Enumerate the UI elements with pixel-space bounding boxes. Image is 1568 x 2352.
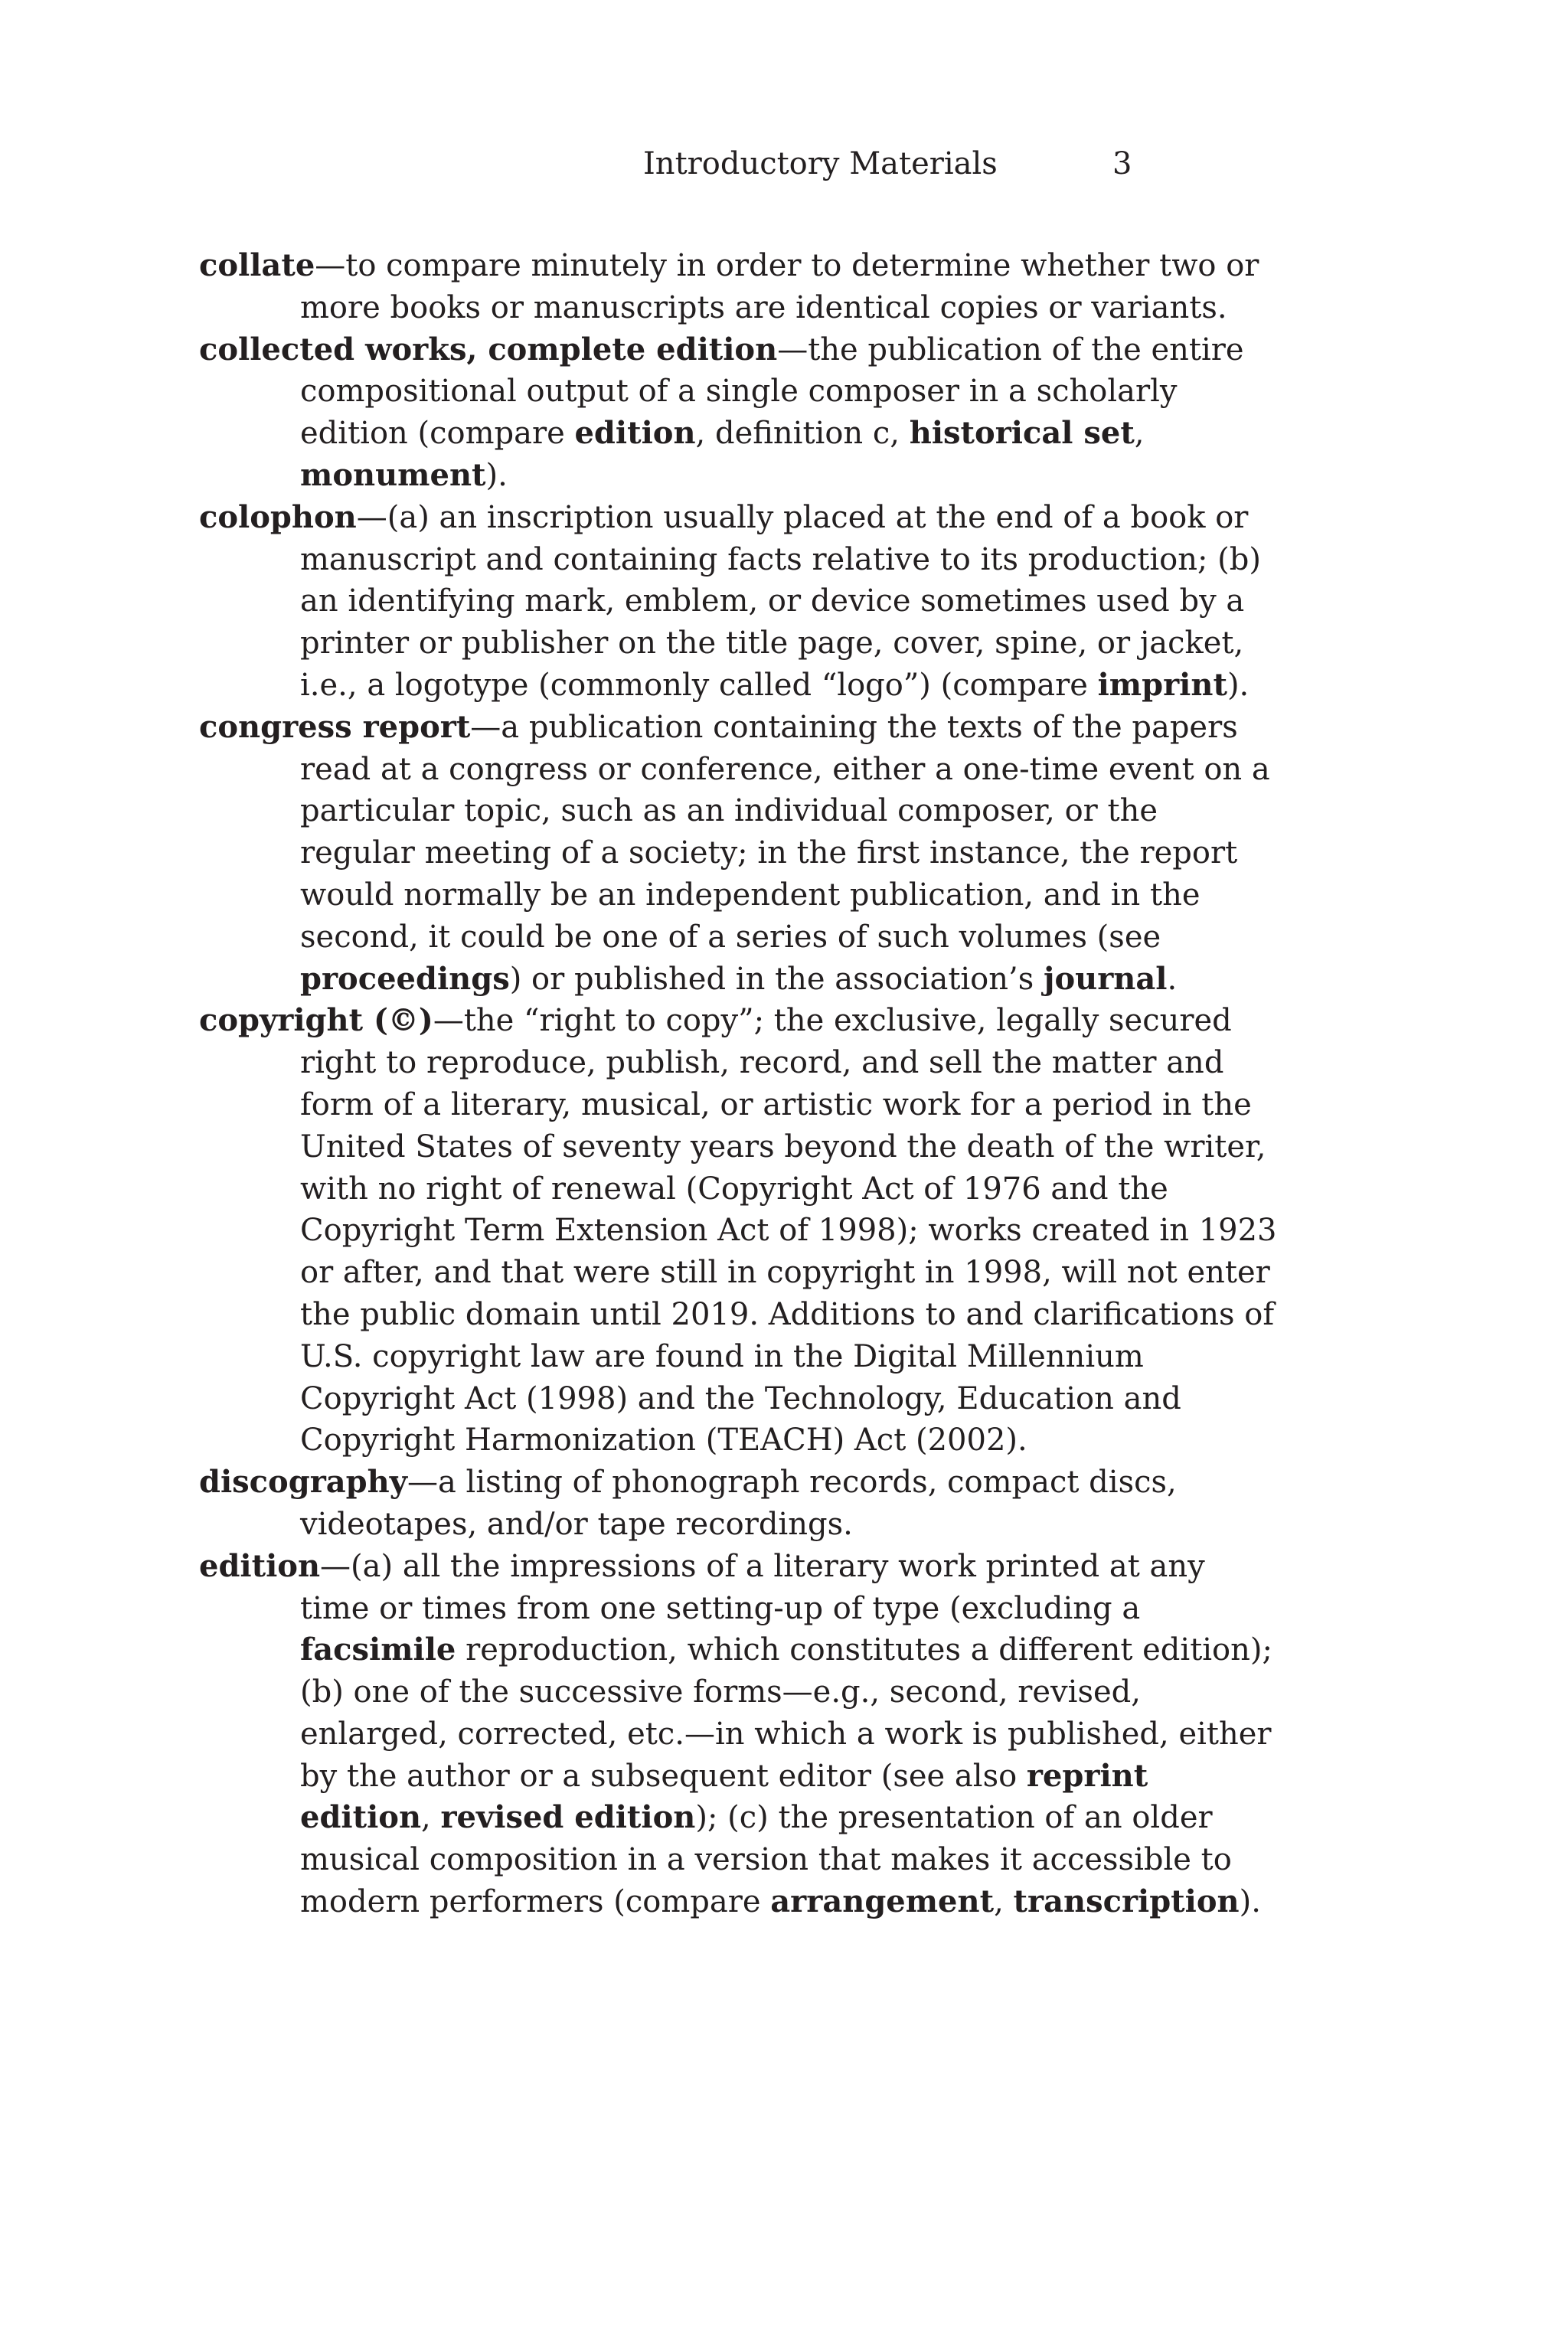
definition-text: , definition c, bbox=[695, 416, 910, 452]
cross-reference-term: facsimile bbox=[300, 1632, 456, 1668]
definition-text: , bbox=[421, 1800, 441, 1836]
glossary-entry bbox=[199, 497, 1279, 707]
cross-reference-term: imprint bbox=[1097, 666, 1227, 703]
glossary-entry bbox=[199, 245, 1279, 329]
page-number: 3 bbox=[1112, 146, 1132, 181]
running-head-title: Introductory Materials bbox=[643, 146, 998, 181]
glossary-entry bbox=[199, 1546, 1279, 1923]
definition-text: ). bbox=[1239, 1884, 1261, 1920]
definition-text: ). bbox=[1227, 667, 1250, 703]
glossary-list bbox=[199, 245, 1279, 1923]
glossary-entry bbox=[199, 1000, 1279, 1462]
cross-reference-term: arrangement bbox=[770, 1883, 995, 1920]
definition-text: , bbox=[994, 1884, 1014, 1920]
em-dash: — bbox=[470, 709, 501, 745]
definition-text: reproduction, which constitutes a different edition); (b) one of the successive forms—e.g., second, revised, enlarged, corrected, etc.—in which a work is published, either by the author or a subsequent editor (see also bbox=[300, 1632, 1272, 1794]
glossary-term: colophon bbox=[199, 498, 357, 535]
em-dash: — bbox=[433, 1003, 464, 1039]
cross-reference-term: historical set bbox=[909, 415, 1135, 452]
em-dash: — bbox=[356, 499, 387, 535]
cross-reference-term: proceedings bbox=[300, 960, 510, 997]
definition-text: a publication containing the texts of the papers read at a congress or conference, either a one-time event on a particular topic, such as an individual composer, or the regular meeting of a society; in the first instance, the report would normally be an independent publication, and in the second, it could be one of a series of such volumes (see bbox=[300, 709, 1270, 955]
em-dash: — bbox=[407, 1465, 438, 1501]
definition-text: , bbox=[1134, 416, 1145, 452]
glossary-term: congress report bbox=[199, 708, 471, 745]
definition-text: ). bbox=[485, 457, 508, 493]
definition-text: (a) an inscription usually placed at the end of a book or manuscript and containing facts relative to its production; (b) an identifying mark, emblem, or device sometimes used by a printer or publisher on the title page, cover, spine, or jacket, i.e., a logotype (commonly called “logo”) (compare bbox=[300, 499, 1261, 703]
em-dash: — bbox=[777, 332, 808, 368]
glossary-term: collate bbox=[199, 247, 315, 283]
definition-text: a listing of phonograph records, compact discs, videotapes, and/or tape recordings. bbox=[300, 1465, 1177, 1542]
definition-text: the “right to copy”; the exclusive, legally secured right to reproduce, publish, record, and sell the matter and form of a literary, musical, or artistic work for a period in the United States of seventy years beyond the death of the writer, with no right of renewal (Copyright Act of 1976 and the Copyright Term Extension Act of 1998); works created in 1923 or after, and that were still in copyright in 1998, will not enter the public domain until 2019. Additions to and clarifications of U.S. copyright law are found in the Digital Millennium Copyright Act (1998) and the Technology, Education and Copyright Harmonization (TEACH) Act (2002). bbox=[300, 1003, 1277, 1459]
cross-reference-term: reprint edition bbox=[300, 1757, 1148, 1836]
em-dash: — bbox=[315, 248, 346, 283]
definition-text: to compare minutely in order to determine whether two or more books or manuscripts are identical copies or variants. bbox=[300, 248, 1259, 325]
glossary-term: discography bbox=[199, 1464, 407, 1501]
glossary-term: collected works, complete edition bbox=[199, 331, 778, 368]
em-dash: — bbox=[320, 1548, 351, 1584]
cross-reference-term: transcription bbox=[1013, 1883, 1240, 1920]
cross-reference-term: edition bbox=[574, 415, 696, 452]
glossary-entry bbox=[199, 707, 1279, 1001]
definition-text: ); (c) the presentation of an older musical composition in a version that makes it accessible to modern performers (compare bbox=[300, 1800, 1232, 1920]
definition-text: . bbox=[1167, 961, 1178, 997]
cross-reference-term: journal bbox=[1043, 960, 1168, 997]
glossary-entry bbox=[199, 329, 1279, 497]
glossary-entry bbox=[199, 1462, 1279, 1546]
glossary-term: edition bbox=[199, 1547, 321, 1584]
definition-text: ) or published in the association’s bbox=[509, 961, 1044, 997]
cross-reference-term: revised edition bbox=[440, 1799, 696, 1836]
definition-text: the publication of the entire compositional output of a single composer in a scholarly edition (compare bbox=[300, 332, 1244, 452]
definition-text: (a) all the impressions of a literary work printed at any time or times from one setting-up of type (excluding a bbox=[300, 1548, 1205, 1626]
cross-reference-term: monument bbox=[300, 456, 486, 493]
glossary-term: copyright (©) bbox=[199, 1002, 433, 1039]
running-head bbox=[0, 141, 1568, 187]
